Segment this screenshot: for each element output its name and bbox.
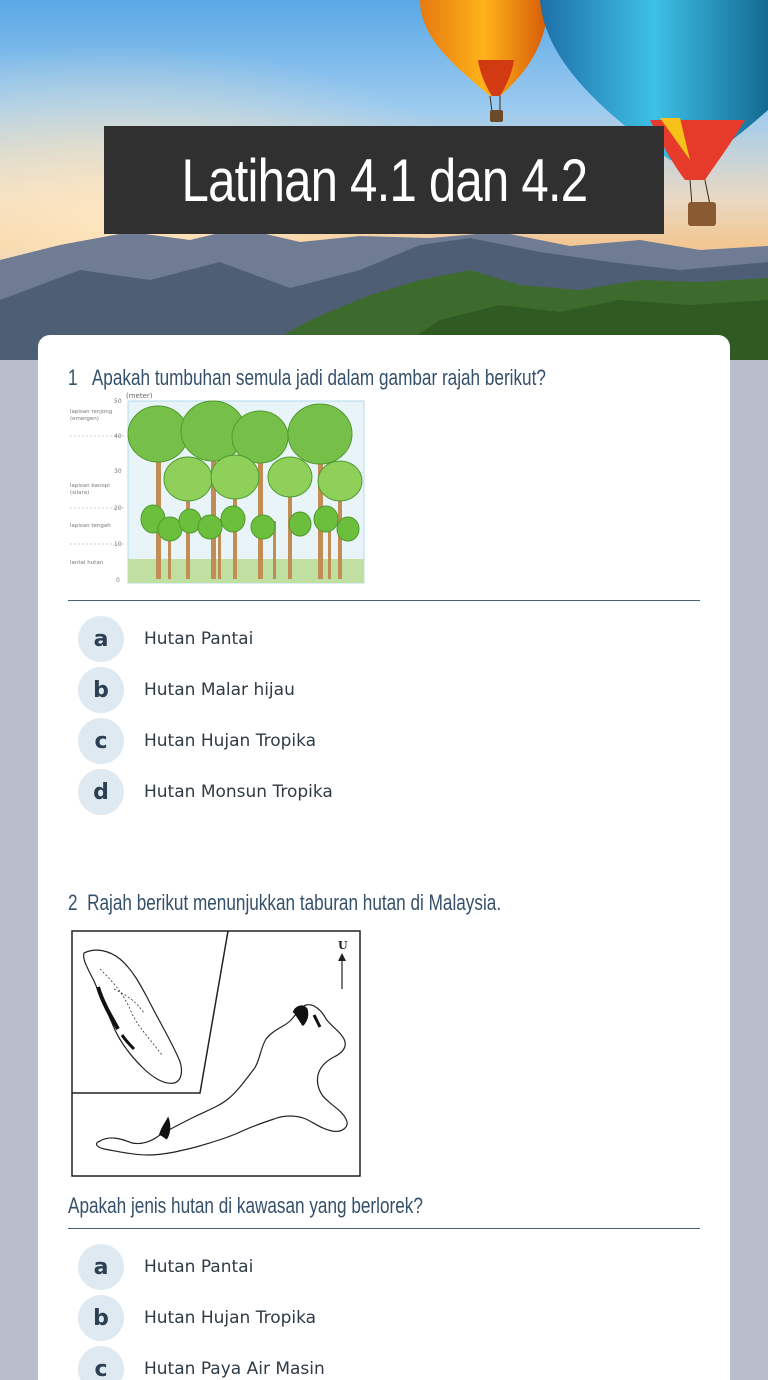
layer-label: lapisan kanopi [70, 483, 110, 489]
option-label: Hutan Pantai [144, 1257, 254, 1277]
option-letter-badge: a [78, 616, 124, 662]
option-letter-badge: a [78, 1244, 124, 1290]
layer-label: lapisan tengah [70, 523, 111, 529]
question-text: Rajah berikut menunjukkan taburan hutan di Malaysia. [87, 890, 502, 915]
question-divider [68, 1228, 700, 1229]
malaysia-map-figure [70, 929, 362, 1179]
question-text: Apakah tumbuhan semula jadi dalam gambar rajah berikut? [91, 365, 546, 390]
layer-label: (silara) [70, 490, 90, 496]
answer-option-a[interactable] [78, 616, 678, 662]
compass-north-label: U [338, 939, 348, 952]
answer-option-b[interactable] [78, 1295, 678, 1341]
option-label: Hutan Malar hijau [144, 680, 295, 700]
option-label: Hutan Hujan Tropika [144, 731, 317, 751]
tick-label: 30 [114, 468, 122, 475]
question-number: 1 [68, 365, 78, 390]
option-label: Hutan Paya Air Masin [144, 1359, 325, 1379]
option-letter-badge: c [78, 1346, 124, 1380]
question-2-subtext: Apakah jenis hutan di kawasan yang berlorek? [68, 1193, 423, 1218]
tick-label: 40 [114, 433, 122, 440]
tick-label: 10 [114, 541, 122, 548]
quiz-card [38, 335, 730, 1380]
option-letter-badge: b [78, 667, 124, 713]
header-image [0, 0, 768, 360]
layer-label: lantai hutan [70, 560, 104, 566]
page-title-banner [104, 126, 664, 234]
question-1 [68, 365, 546, 391]
layer-label: lapisan renjong [70, 409, 113, 415]
figure-unit-label: (meter) [126, 392, 153, 400]
forest-layers-figure [68, 389, 368, 585]
layer-label: (emergen) [70, 416, 99, 422]
answer-option-d[interactable] [78, 769, 678, 815]
tick-label: 50 [114, 398, 122, 405]
option-label: Hutan Hujan Tropika [144, 1308, 317, 1328]
answer-option-a[interactable] [78, 1244, 678, 1290]
answer-option-c[interactable] [78, 718, 678, 764]
question-2 [68, 890, 501, 916]
answer-option-b[interactable] [78, 667, 678, 713]
option-label: Hutan Pantai [144, 629, 254, 649]
option-letter-badge: d [78, 769, 124, 815]
page-title: Latihan 4.1 dan 4.2 [181, 146, 587, 214]
option-label: Hutan Monsun Tropika [144, 782, 333, 802]
question-number: 2 [68, 890, 78, 915]
option-letter-badge: c [78, 718, 124, 764]
option-letter-badge: b [78, 1295, 124, 1341]
tick-label: 20 [114, 505, 122, 512]
answer-option-c[interactable] [78, 1346, 678, 1380]
tick-label: 0 [116, 577, 120, 584]
question-divider [68, 600, 700, 601]
